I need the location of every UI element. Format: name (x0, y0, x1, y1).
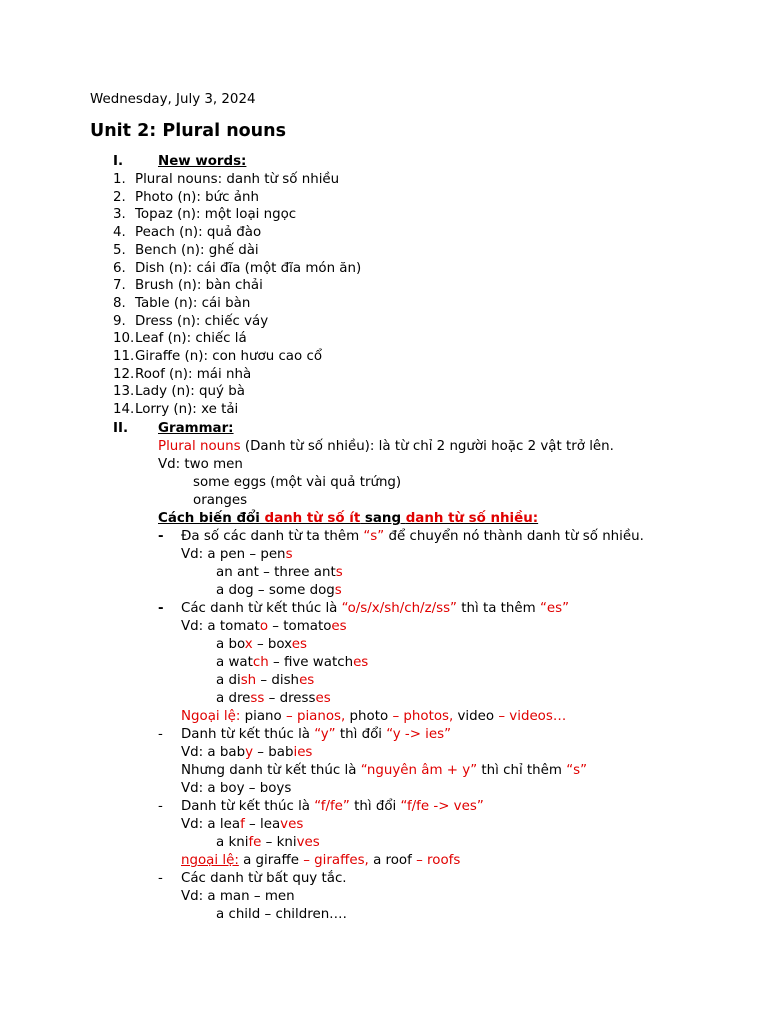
example-part: sh (240, 673, 257, 688)
example-part: ves (280, 817, 304, 832)
rule-text-part: Danh từ kết thúc là (181, 799, 315, 814)
example-part: ch (252, 655, 269, 670)
list-item-text: Roof (n): mái nhà (135, 366, 252, 382)
rule-text-part: Các danh từ kết thúc là (181, 601, 342, 616)
rule-bullet: - (158, 799, 163, 814)
example-part: – kni (261, 835, 297, 850)
list-item-number: 3. (113, 207, 126, 223)
example-part: Vd: a bab (181, 745, 246, 760)
rule-text-part: thì ta thêm (457, 601, 540, 616)
list-item-text: Giraffe (n): con hươu cao cổ (135, 349, 323, 364)
rule-text-part: thì đổi (335, 727, 387, 742)
list-item-number: 5. (113, 242, 126, 258)
rule-text-part: “s” (566, 763, 588, 778)
example-line: some eggs (một vài quả trứng) (193, 475, 402, 490)
example-part: es (291, 637, 307, 652)
list-item-number: 4. (113, 225, 126, 241)
example-line (216, 636, 307, 654)
list-item (113, 260, 361, 278)
example-part: y (245, 745, 254, 760)
example-part: s (285, 547, 293, 562)
example-part: f (240, 817, 245, 832)
rule-text-part: Đa số các danh từ ta thêm (181, 529, 364, 544)
list-item (113, 295, 250, 313)
list-item-number: 2. (113, 189, 126, 205)
exception-part: piano (240, 709, 286, 724)
rule-3-text (181, 726, 451, 744)
rule-text-part: thì đổi (349, 799, 401, 814)
rule-4-text (181, 798, 484, 816)
example-line (181, 546, 293, 564)
example-part: – five watch (268, 655, 354, 670)
list-item (113, 224, 261, 242)
list-item (113, 313, 268, 331)
example-part: x (244, 637, 253, 652)
rule-3-note (181, 762, 587, 780)
list-item-number: 10. (113, 331, 135, 347)
example-part: – box (252, 637, 292, 652)
example-line: Vd: two men (158, 457, 243, 472)
exception-part: video (453, 709, 499, 724)
example-line (216, 672, 314, 690)
conversion-heading-part: sang (360, 511, 406, 526)
rule-text-part: “nguyên âm + y” (360, 763, 478, 778)
example-line (181, 816, 303, 834)
rule-bullet: - (158, 871, 163, 886)
example-part: es (315, 691, 331, 706)
rule-text-part: “s” (363, 529, 385, 544)
rule-1-text (181, 528, 644, 546)
exception-part: a giraffe (238, 853, 304, 868)
example-part: a kni (216, 835, 249, 850)
example-line (216, 834, 320, 852)
list-item (113, 366, 251, 384)
conversion-heading-part: Cách biến đổi (158, 511, 265, 526)
section-1-numeral: I. (113, 154, 124, 169)
rule-text-part: “es” (539, 601, 570, 616)
example-line: oranges (193, 493, 248, 508)
example-part: a wat (216, 655, 253, 670)
list-item (113, 242, 259, 260)
list-item-text: Plural nouns: danh từ số nhiều (135, 172, 340, 187)
list-item (113, 330, 247, 348)
example-part: ss (250, 691, 265, 706)
rule-bullet: - (158, 601, 164, 616)
rule-text-part: “y -> ies” (386, 727, 452, 742)
example-part: an ant – three ant (216, 565, 336, 580)
rule-text-part: Nhưng danh từ kết thúc là (181, 763, 361, 778)
list-item (113, 383, 245, 401)
list-item-number: 13. (113, 384, 135, 400)
rule-text-part: thì chỉ thêm (477, 763, 567, 778)
example-part: – dress (264, 691, 316, 706)
list-item (113, 189, 259, 207)
list-item-text: Lorry (n): xe tải (135, 402, 239, 418)
exception-label: ngoại lệ: (181, 853, 239, 868)
list-item-number: 6. (113, 260, 126, 276)
list-item-text: Table (n): cái bàn (135, 295, 251, 311)
example-part: fe (248, 835, 262, 850)
rule-text-part: “f/fe” (314, 799, 350, 814)
plural-term: Plural nouns (158, 439, 241, 454)
example-part: – tomato (268, 619, 332, 634)
exception-part: – giraffes, (303, 853, 369, 868)
rule-bullet: - (158, 727, 163, 742)
exception-line (181, 852, 460, 870)
exception-part: – photos, (392, 709, 454, 724)
list-item-number: 1. (113, 172, 126, 187)
rule-text-part: “o/s/x/sh/ch/z/ss” (341, 601, 457, 616)
exception-part: – roofs (416, 853, 461, 868)
example-part: a dre (216, 691, 251, 706)
rule-text-part: “f/fe -> ves” (400, 799, 484, 814)
list-item (113, 401, 238, 419)
date-line: Wednesday, July 3, 2024 (90, 92, 256, 107)
list-item (113, 206, 296, 224)
example-part: – dish (256, 673, 300, 688)
list-item (113, 171, 339, 189)
example-part: ies (293, 745, 313, 760)
exception-part: a roof (368, 853, 417, 868)
exception-part: – pianos, (286, 709, 346, 724)
example-line (216, 690, 331, 708)
example-part: Vd: a tomat (181, 619, 260, 634)
example-part: a di (216, 673, 241, 688)
list-item-text: Leaf (n): chiếc lá (135, 331, 247, 347)
list-item-text: Dish (n): cái đĩa (một đĩa món ăn) (135, 260, 362, 276)
list-item-text: Lady (n): quý bà (135, 384, 245, 400)
list-item-text: Bench (n): ghế dài (135, 242, 259, 258)
list-item (113, 277, 263, 295)
example-line: Vd: a boy – boys (181, 781, 292, 796)
example-part: Vd: a lea (181, 817, 241, 832)
list-item-number: 9. (113, 313, 126, 329)
example-line (181, 618, 347, 636)
list-item-text: Photo (n): bức ảnh (135, 189, 259, 205)
example-part: Vd: a pen – pen (181, 547, 286, 562)
plural-definition (158, 438, 614, 456)
exception-line (181, 708, 566, 726)
example-part: ves (296, 835, 320, 850)
example-part: s (334, 583, 342, 598)
list-item-number: 14. (113, 402, 135, 418)
example-part: es (331, 619, 347, 634)
list-item-number: 11. (113, 349, 135, 364)
example-part: o (259, 619, 269, 634)
conversion-heading-part: danh từ số nhiều: (405, 511, 539, 526)
list-item-text: Topaz (n): một loại ngọc (135, 207, 297, 223)
rule-text-part: để chuyển nó thành danh từ số nhiều. (384, 529, 644, 544)
rule-5-text: Các danh từ bất quy tắc. (181, 871, 347, 886)
list-item-text: Brush (n): bàn chải (135, 278, 263, 294)
example-line (216, 564, 343, 582)
example-line: a child – children…. (216, 907, 347, 922)
example-line: Vd: a man – men (181, 889, 295, 904)
conversion-heading-part: danh từ số ít (264, 511, 361, 526)
exception-part: photo (345, 709, 393, 724)
rule-bullet: - (158, 529, 164, 544)
example-part: a bo (216, 637, 245, 652)
example-part: es (299, 673, 315, 688)
example-part: s (335, 565, 343, 580)
rule-2-text (181, 600, 569, 618)
example-line (181, 744, 312, 762)
list-item-number: 12. (113, 366, 135, 382)
list-item-text: Peach (n): quả đào (135, 225, 262, 241)
example-part: – bab (253, 745, 294, 760)
rule-text-part: “y” (314, 727, 336, 742)
rule-text-part: Danh từ kết thúc là (181, 727, 315, 742)
list-item-number: 8. (113, 295, 126, 311)
list-item-text: Dress (n): chiếc váy (135, 313, 269, 329)
example-part: es (353, 655, 369, 670)
exception-label: Ngoại lệ: (181, 709, 241, 724)
example-line (216, 654, 368, 672)
example-part: a dog – some dog (216, 583, 335, 598)
example-line (216, 582, 342, 600)
list-item-number: 7. (113, 278, 126, 294)
plural-definition-text: (Danh từ số nhiều): là từ chỉ 2 người hoặc 2 vật trở lên. (240, 439, 614, 454)
page-title: Unit 2: Plural nouns (90, 121, 287, 141)
exception-part: – videos… (498, 709, 567, 724)
example-part: – lea (244, 817, 281, 832)
list-item (113, 348, 322, 366)
conversion-heading (158, 510, 538, 528)
section-2-numeral: II. (113, 421, 129, 436)
section-2-heading: Grammar: (158, 421, 234, 436)
section-1-heading: New words: (158, 154, 247, 169)
